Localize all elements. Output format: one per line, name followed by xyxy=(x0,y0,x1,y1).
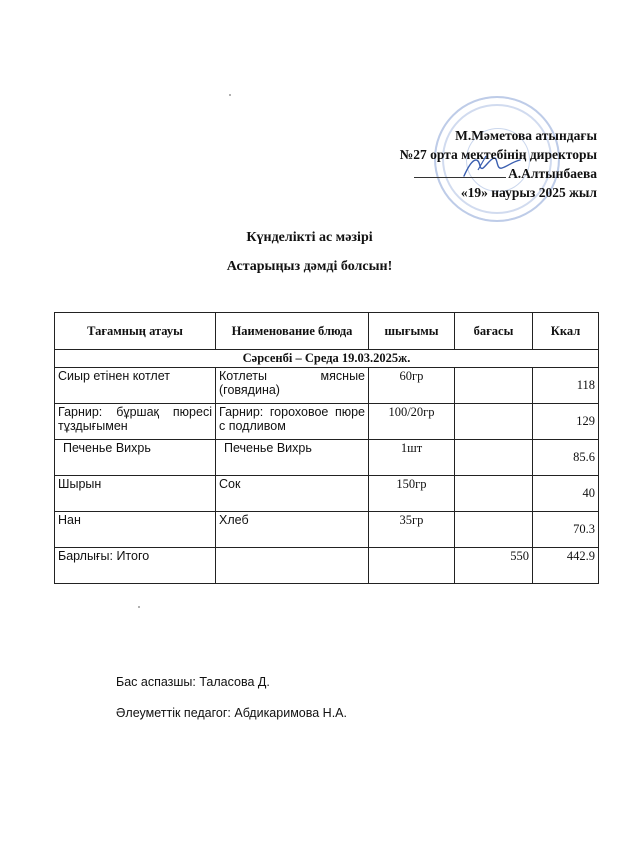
table-header-row xyxy=(55,313,599,350)
cell-name-ru: Гарнир: гороховое пюре с подливом xyxy=(216,404,369,440)
header-name-ru: Наименование блюда xyxy=(216,313,369,350)
header-kcal: Ккал xyxy=(533,313,599,350)
scan-speck xyxy=(138,606,140,608)
cell-name-ru: Сок xyxy=(216,476,369,512)
total-empty-output xyxy=(369,548,455,584)
header-name-kz: Тағамның атауы xyxy=(55,313,216,350)
cell-kcal: 85.6 xyxy=(533,440,599,476)
cell-output: 1шт xyxy=(369,440,455,476)
cell-name-kz: Нан xyxy=(55,512,216,548)
header-output: шығымы xyxy=(369,313,455,350)
approval-date: «19» наурыз 2025 жыл xyxy=(460,185,597,200)
director-name: А.Алтынбаева xyxy=(508,166,597,181)
cell-name-ru: Котлеты мясные (говядина) xyxy=(216,368,369,404)
day-row xyxy=(55,350,599,368)
total-price: 550 xyxy=(455,548,533,584)
approval-line-school: М.Мәметова атындағы xyxy=(455,128,597,143)
cell-output: 100/20гр xyxy=(369,404,455,440)
cell-kcal: 40 xyxy=(533,476,599,512)
cell-kcal: 129 xyxy=(533,404,599,440)
cell-output: 35гр xyxy=(369,512,455,548)
table-total-row xyxy=(55,548,599,584)
cell-name-ru: Хлеб xyxy=(216,512,369,548)
table-row xyxy=(55,476,599,512)
cell-name-kz: Гарнир: бұршақ пюресі тұздығымен xyxy=(55,404,216,440)
signature-line xyxy=(414,165,506,178)
table-row xyxy=(55,440,599,476)
cell-output: 60гр xyxy=(369,368,455,404)
header-price: бағасы xyxy=(455,313,533,350)
cell-name-kz: Сиыр етінен котлет xyxy=(55,368,216,404)
table-row xyxy=(55,368,599,404)
chef-signature-line: Бас аспазшы: Таласова Д. xyxy=(116,675,270,689)
pedagogue-signature-line: Әлеуметтік педагог: Абдикаримова Н.А. xyxy=(116,706,347,720)
approval-block xyxy=(400,126,597,202)
table-row xyxy=(55,512,599,548)
approval-line-director xyxy=(400,164,597,183)
cell-name-kz: Печенье Вихрь xyxy=(55,440,216,476)
greeting-title: Астарыңыз дәмді болсын! xyxy=(226,259,393,274)
cell-output: 150гр xyxy=(369,476,455,512)
menu-title: Күнделікті ас мәзірі xyxy=(246,230,373,245)
total-empty-ru xyxy=(216,548,369,584)
table-row xyxy=(55,404,599,440)
scan-speck xyxy=(229,94,231,96)
menu-table xyxy=(54,312,599,584)
approval-line-position: №27 орта мектебінің директоры xyxy=(399,147,597,162)
cell-price xyxy=(455,512,533,548)
cell-name-kz: Шырын xyxy=(55,476,216,512)
total-label: Барлығы: Итого xyxy=(55,548,216,584)
cell-price xyxy=(455,440,533,476)
day-label: Сәрсенбі – Среда 19.03.2025ж. xyxy=(55,350,599,368)
cell-kcal: 118 xyxy=(533,368,599,404)
cell-kcal: 70.3 xyxy=(533,512,599,548)
total-kcal: 442.9 xyxy=(533,548,599,584)
cell-price xyxy=(455,368,533,404)
cell-price xyxy=(455,404,533,440)
cell-name-ru: Печенье Вихрь xyxy=(216,440,369,476)
cell-price xyxy=(455,476,533,512)
